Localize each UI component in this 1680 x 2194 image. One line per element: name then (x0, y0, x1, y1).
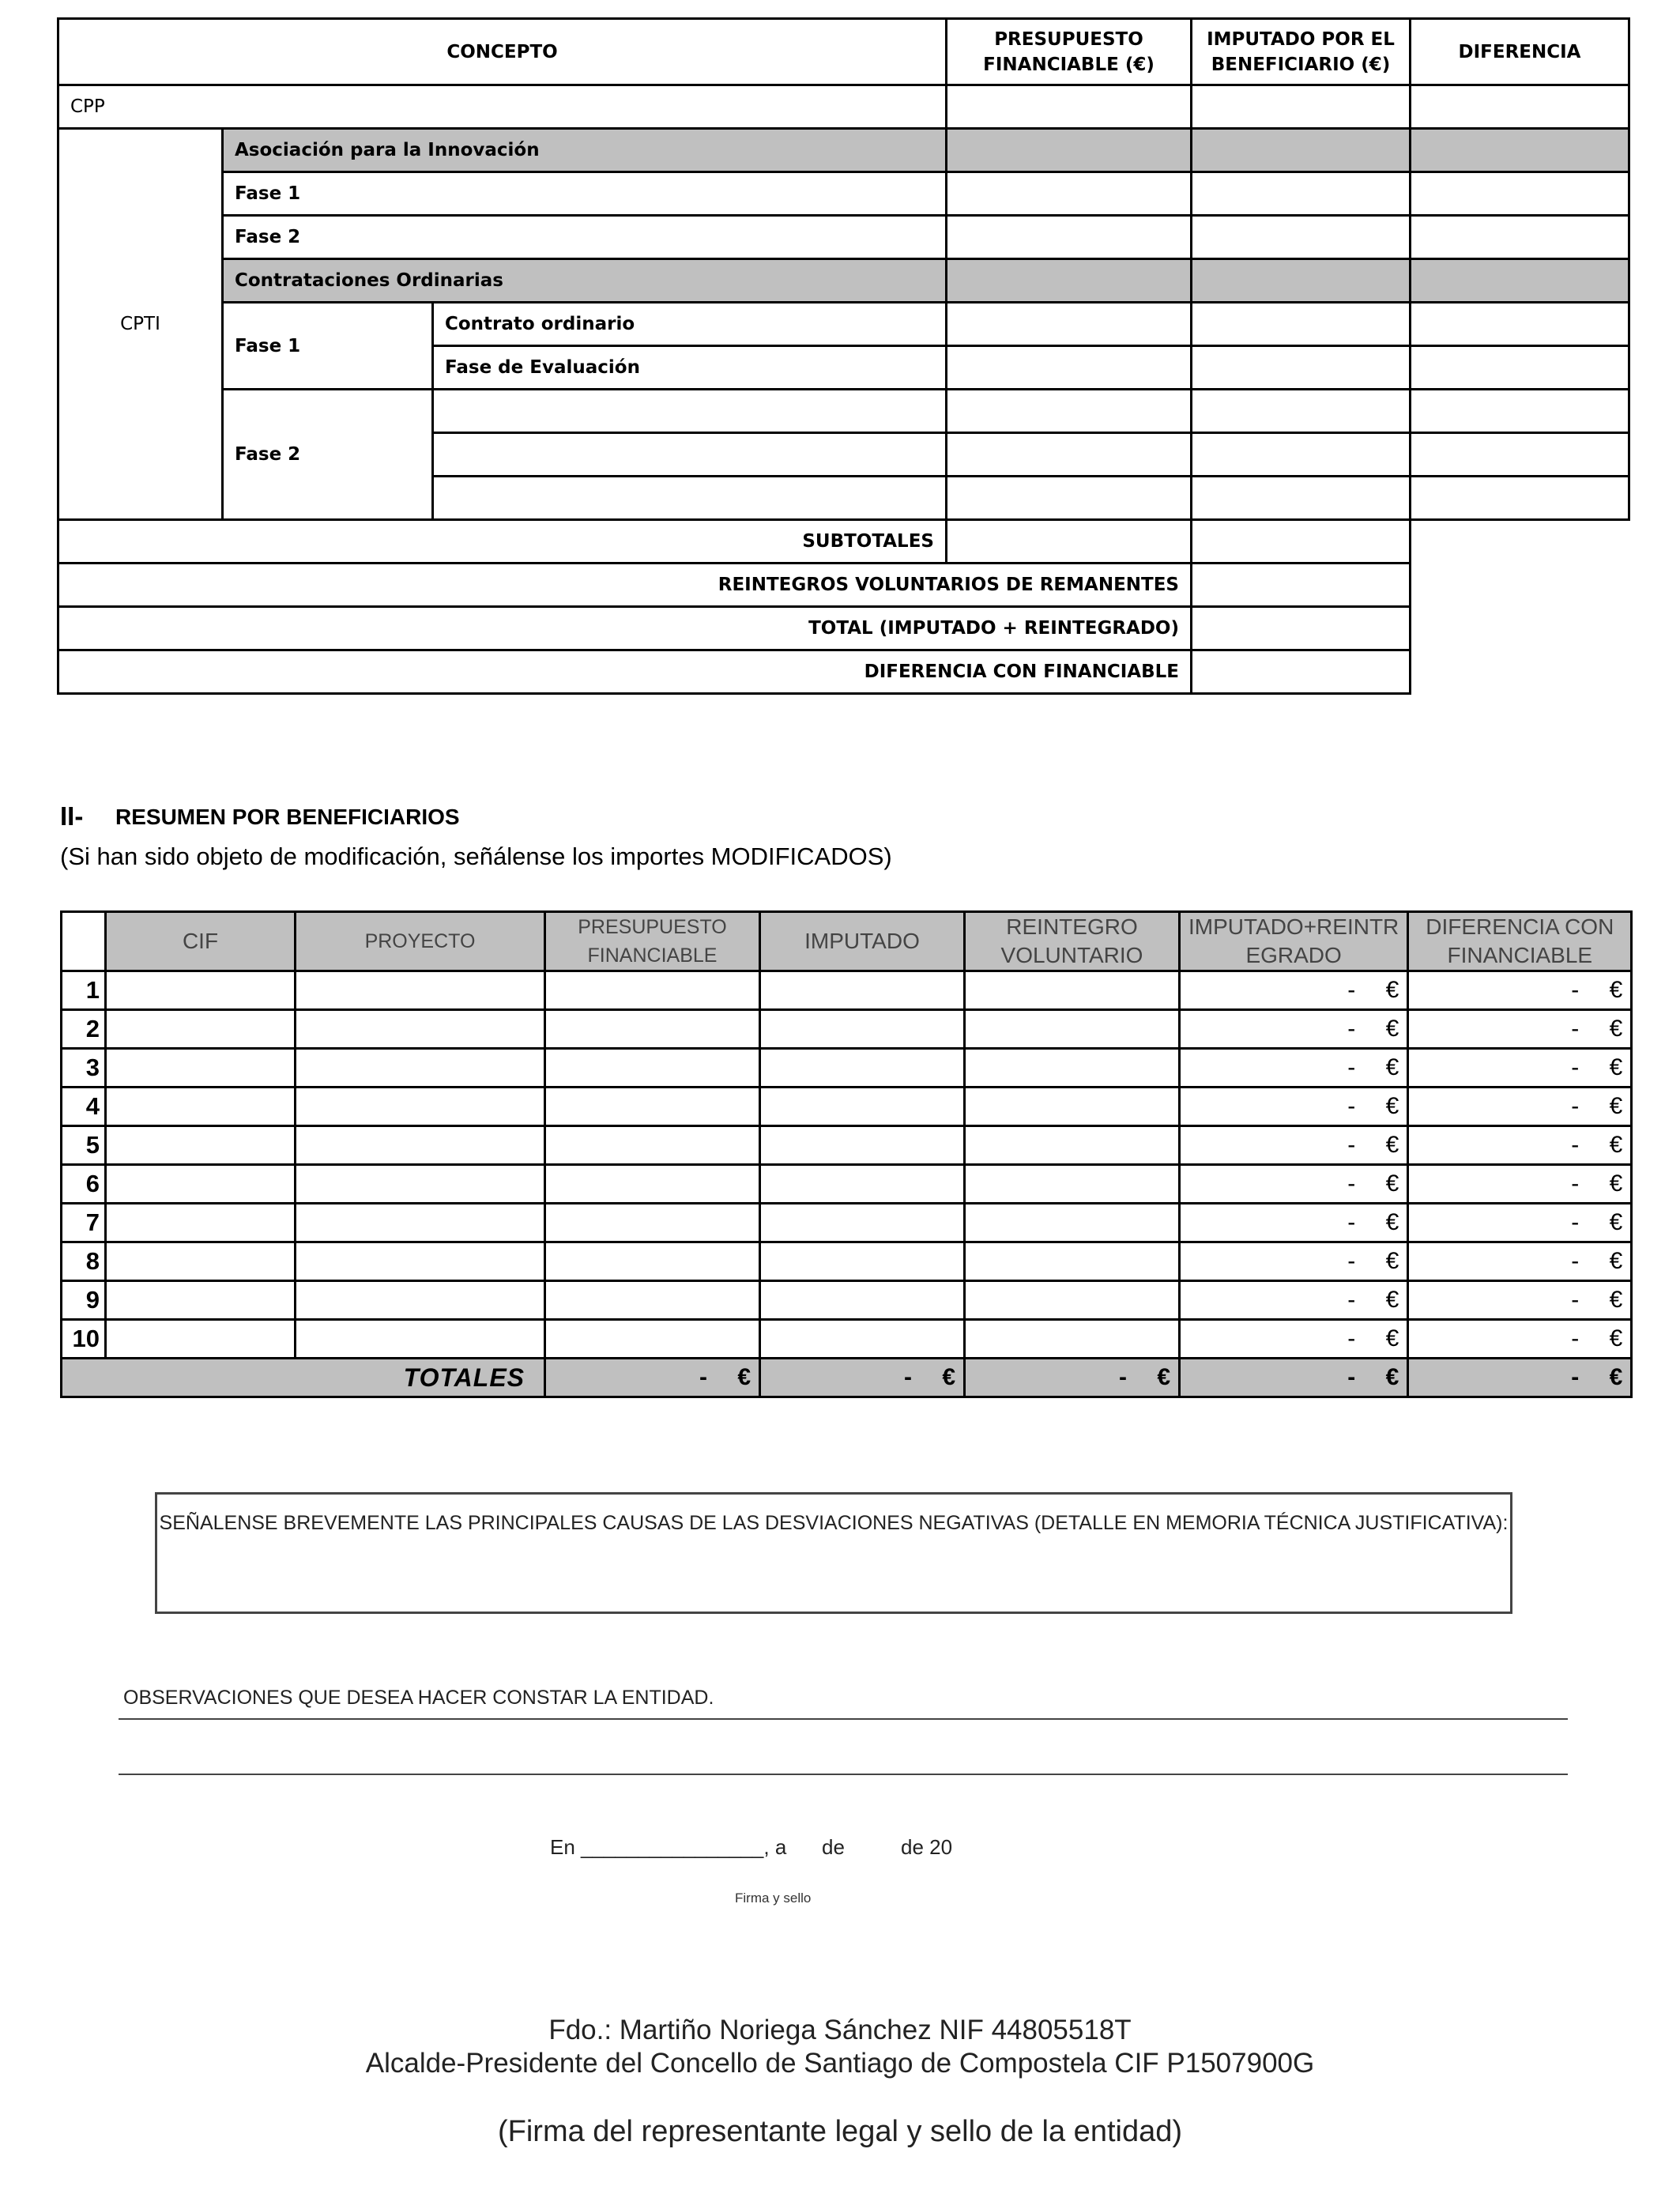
subtotales-presupuesto[interactable] (947, 520, 1192, 564)
asociacion-fase2-presupuesto[interactable] (947, 216, 1192, 259)
fase2-presupuesto-cell[interactable] (947, 390, 1192, 433)
diferencia-cell: - € (1408, 1165, 1632, 1204)
imputado-cell[interactable] (760, 1165, 965, 1204)
diferencia-cell: - € (1408, 1126, 1632, 1165)
asociacion-fase2-imputado[interactable] (1192, 216, 1411, 259)
presupuesto-cell[interactable] (545, 1204, 760, 1242)
contrato-ordinario-presupuesto[interactable] (947, 303, 1192, 346)
presupuesto-cell[interactable] (545, 1320, 760, 1359)
budget-table (57, 17, 1630, 695)
contrataciones-imputado-cell (1192, 259, 1411, 303)
place-year: de 20 (901, 1835, 953, 1859)
fase2-subitem-cell[interactable] (433, 477, 947, 520)
fase-evaluacion-presupuesto[interactable] (947, 346, 1192, 390)
table-row (62, 1088, 1632, 1126)
imputado-cell[interactable] (760, 1320, 965, 1359)
cif-cell[interactable] (106, 1204, 296, 1242)
total-label: TOTAL (IMPUTADO + REINTEGRADO) (58, 607, 1192, 650)
desviaciones-label: SEÑALENSE BREVEMENTE LAS PRINCIPALES CAUSAS DE LAS DESVIACIONES NEGATIVAS (DETALLE EN MEMORIA TÉCNICA JUSTIFICATIVA): (159, 1512, 1509, 1534)
header-imputado-reintegrado: IMPUTADO+REINTR EGRADO (1180, 912, 1408, 971)
total-diferencia: - € (1408, 1359, 1632, 1397)
diferencia-cell: - € (1408, 1049, 1632, 1088)
asociacion-fase2-diferencia[interactable] (1411, 216, 1629, 259)
reintegro-cell[interactable] (965, 1088, 1180, 1126)
presupuesto-cell[interactable] (545, 1088, 760, 1126)
total-reintegro: - € (965, 1359, 1180, 1397)
section-note: (Si han sido objeto de modificación, señálense los importes MODIFICADOS) (60, 843, 892, 870)
imputado-cell[interactable] (760, 1242, 965, 1281)
cpp-presupuesto-cell[interactable] (947, 85, 1192, 129)
row-number: 5 (62, 1126, 106, 1165)
header-presupuesto: PRESUPUESTO FINANCIABLE (545, 912, 760, 971)
row-number: 2 (62, 1010, 106, 1049)
diferencia-cell: - € (1408, 1204, 1632, 1242)
table-row (62, 1320, 1632, 1359)
fase2-diferencia-cell[interactable] (1411, 390, 1629, 433)
proyecto-cell[interactable] (296, 1204, 545, 1242)
imputado-cell[interactable] (760, 1088, 965, 1126)
asociacion-fase1-diferencia[interactable] (1411, 172, 1629, 216)
row-number: 8 (62, 1242, 106, 1281)
asociacion-presupuesto-cell (947, 129, 1192, 172)
observaciones-label: OBSERVACIONES QUE DESEA HACER CONSTAR LA ENTIDAD. (123, 1687, 714, 1709)
row-number: 3 (62, 1049, 106, 1088)
contrataciones-presupuesto-cell (947, 259, 1192, 303)
presupuesto-cell[interactable] (545, 1126, 760, 1165)
cif-cell[interactable] (106, 1281, 296, 1320)
reintegros-value[interactable] (1192, 564, 1411, 607)
row-cpp-label: CPP (58, 85, 947, 129)
diferencia-cell: - € (1408, 1281, 1632, 1320)
header-imputado: IMPUTADO POR EL BENEFICIARIO (€) (1192, 19, 1411, 85)
reintegro-cell[interactable] (965, 1010, 1180, 1049)
reintegro-cell[interactable] (965, 1281, 1180, 1320)
presupuesto-cell[interactable] (545, 971, 760, 1010)
imputado-reintegrado-cell: - € (1180, 1010, 1408, 1049)
totales-label: TOTALES (62, 1359, 545, 1397)
contrato-ordinario-imputado[interactable] (1192, 303, 1411, 346)
footer-note: (Firma del representante legal y sello de la entidad) (497, 2115, 1183, 2148)
signer-role: Alcalde-Presidente del Concello de Santiago de Compostela CIF P1507900G (365, 2048, 1315, 2079)
fase2-imputado-cell[interactable] (1192, 390, 1411, 433)
imputado-reintegrado-cell: - € (1180, 1281, 1408, 1320)
presupuesto-cell[interactable] (545, 1049, 760, 1088)
fase2-diferencia-cell[interactable] (1411, 477, 1629, 520)
contrataciones-diferencia-cell (1411, 259, 1629, 303)
cif-cell[interactable] (106, 1320, 296, 1359)
table-row (62, 1165, 1632, 1204)
diferencia-cell: - € (1408, 1320, 1632, 1359)
asociacion-fase1-presupuesto[interactable] (947, 172, 1192, 216)
firma-sello-label: Firma y sello (735, 1891, 812, 1906)
proyecto-cell[interactable] (296, 1088, 545, 1126)
row-cpti-label: CPTI (58, 129, 223, 520)
imputado-reintegrado-cell: - € (1180, 1165, 1408, 1204)
reintegro-cell[interactable] (965, 1049, 1180, 1088)
header-proyecto: PROYECTO (296, 912, 545, 971)
imputado-reintegrado-cell: - € (1180, 1320, 1408, 1359)
cpp-diferencia-cell[interactable] (1411, 85, 1629, 129)
fase2-presupuesto-cell[interactable] (947, 477, 1192, 520)
place-de: de (822, 1835, 845, 1859)
total-imputado: - € (760, 1359, 965, 1397)
reintegro-cell[interactable] (965, 1126, 1180, 1165)
asociacion-imputado-cell (1192, 129, 1411, 172)
imputado-cell[interactable] (760, 971, 965, 1010)
proyecto-cell[interactable] (296, 1281, 545, 1320)
fase2-subitem-cell[interactable] (433, 390, 947, 433)
total-imputado-reintegrado: - € (1180, 1359, 1408, 1397)
contrataciones-label: Contrataciones Ordinarias (223, 259, 947, 303)
imputado-cell[interactable] (760, 1126, 965, 1165)
subtotales-label: SUBTOTALES (58, 520, 947, 564)
cpp-imputado-cell[interactable] (1192, 85, 1411, 129)
presupuesto-cell[interactable] (545, 1165, 760, 1204)
cif-cell[interactable] (106, 1126, 296, 1165)
imputado-reintegrado-cell: - € (1180, 1126, 1408, 1165)
cif-cell[interactable] (106, 1242, 296, 1281)
diferencia-financiable-value[interactable] (1192, 650, 1411, 694)
fase2-subitem-cell[interactable] (433, 433, 947, 477)
header-presupuesto: PRESUPUESTO FINANCIABLE (€) (947, 19, 1192, 85)
reintegro-cell[interactable] (965, 1204, 1180, 1242)
reintegro-cell[interactable] (965, 1165, 1180, 1204)
fase2-imputado-cell[interactable] (1192, 433, 1411, 477)
place-en: En ________________, a (550, 1835, 787, 1859)
proyecto-cell[interactable] (296, 1242, 545, 1281)
total-value[interactable] (1192, 607, 1411, 650)
cif-cell[interactable] (106, 1165, 296, 1204)
row-number: 4 (62, 1088, 106, 1126)
proyecto-cell[interactable] (296, 1126, 545, 1165)
proyecto-cell[interactable] (296, 971, 545, 1010)
imputado-reintegrado-cell: - € (1180, 1204, 1408, 1242)
imputado-cell[interactable] (760, 1010, 965, 1049)
imputado-reintegrado-cell: - € (1180, 1088, 1408, 1126)
fase2-imputado-cell[interactable] (1192, 477, 1411, 520)
asociacion-fase2-label: Fase 2 (223, 216, 947, 259)
signer-name: Fdo.: Martiño Noriega Sánchez NIF 44805518T (548, 2015, 1132, 2045)
total-presupuesto: - € (545, 1359, 760, 1397)
diferencia-financiable-label: DIFERENCIA CON FINANCIABLE (58, 650, 1192, 694)
diferencia-cell: - € (1408, 1010, 1632, 1049)
imputado-reintegrado-cell: - € (1180, 971, 1408, 1010)
row-number: 10 (62, 1320, 106, 1359)
imputado-cell[interactable] (760, 1049, 965, 1088)
header-concepto: CONCEPTO (58, 19, 947, 85)
diferencia-cell: - € (1408, 971, 1632, 1010)
desviaciones-box[interactable] (155, 1492, 1512, 1614)
presupuesto-cell[interactable] (545, 1281, 760, 1320)
row-number: 6 (62, 1165, 106, 1204)
empty-cell (1411, 650, 1629, 694)
fase-evaluacion-imputado[interactable] (1192, 346, 1411, 390)
header-diferencia: DIFERENCIA CON FINANCIABLE (1408, 912, 1632, 971)
observaciones-line-1[interactable] (119, 1718, 1568, 1720)
cif-cell[interactable] (106, 1010, 296, 1049)
empty-cell (1411, 607, 1629, 650)
proyecto-cell[interactable] (296, 1165, 545, 1204)
row-number: 9 (62, 1281, 106, 1320)
table-row (62, 971, 1632, 1010)
imputado-cell[interactable] (760, 1204, 965, 1242)
section-number: II- (60, 801, 84, 831)
diferencia-cell: - € (1408, 1242, 1632, 1281)
asociacion-fase1-imputado[interactable] (1192, 172, 1411, 216)
table-row (62, 1242, 1632, 1281)
reintegro-cell[interactable] (965, 971, 1180, 1010)
asociacion-diferencia-cell (1411, 129, 1629, 172)
table-row (62, 1010, 1632, 1049)
fase-evaluacion-diferencia[interactable] (1411, 346, 1629, 390)
imputado-reintegrado-cell: - € (1180, 1242, 1408, 1281)
proyecto-cell[interactable] (296, 1049, 545, 1088)
imputado-reintegrado-cell: - € (1180, 1049, 1408, 1088)
fase-evaluacion-label: Fase de Evaluación (433, 346, 947, 390)
reintegros-label: REINTEGROS VOLUNTARIOS DE REMANENTES (58, 564, 1192, 607)
table-row (62, 1204, 1632, 1242)
subtotales-imputado[interactable] (1192, 520, 1411, 564)
table-row (62, 1049, 1632, 1088)
section-title: RESUMEN POR BENEFICIARIOS (115, 805, 460, 829)
table-row (62, 1126, 1632, 1165)
empty-cell (1411, 564, 1629, 607)
header-diferencia: DIFERENCIA (1411, 19, 1629, 85)
presupuesto-cell[interactable] (545, 1242, 760, 1281)
fase2-presupuesto-cell[interactable] (947, 433, 1192, 477)
contrataciones-fase1-label: Fase 1 (223, 303, 433, 390)
imputado-cell[interactable] (760, 1281, 965, 1320)
beneficiaries-table (60, 910, 1633, 1398)
contrato-ordinario-diferencia[interactable] (1411, 303, 1629, 346)
empty-cell (1411, 520, 1629, 564)
contrataciones-fase2-label: Fase 2 (223, 390, 433, 520)
contrato-ordinario-label: Contrato ordinario (433, 303, 947, 346)
header-reintegro: REINTEGRO VOLUNTARIO (965, 912, 1180, 971)
header-cif: CIF (106, 912, 296, 971)
fase2-diferencia-cell[interactable] (1411, 433, 1629, 477)
reintegro-cell[interactable] (965, 1242, 1180, 1281)
signer-block (0, 2014, 1680, 2080)
row-number: 1 (62, 971, 106, 1010)
observaciones-line-2[interactable] (119, 1774, 1568, 1775)
header-imputado: IMPUTADO (760, 912, 965, 971)
table-row (62, 1281, 1632, 1320)
cif-cell[interactable] (106, 971, 296, 1010)
proyecto-cell[interactable] (296, 1010, 545, 1049)
diferencia-cell: - € (1408, 1088, 1632, 1126)
cif-cell[interactable] (106, 1088, 296, 1126)
reintegro-cell[interactable] (965, 1320, 1180, 1359)
asociacion-label: Asociación para la Innovación (223, 129, 947, 172)
proyecto-cell[interactable] (296, 1320, 545, 1359)
row-number: 7 (62, 1204, 106, 1242)
asociacion-fase1-label: Fase 1 (223, 172, 947, 216)
presupuesto-cell[interactable] (545, 1010, 760, 1049)
header-index-cell (62, 912, 106, 971)
cif-cell[interactable] (106, 1049, 296, 1088)
